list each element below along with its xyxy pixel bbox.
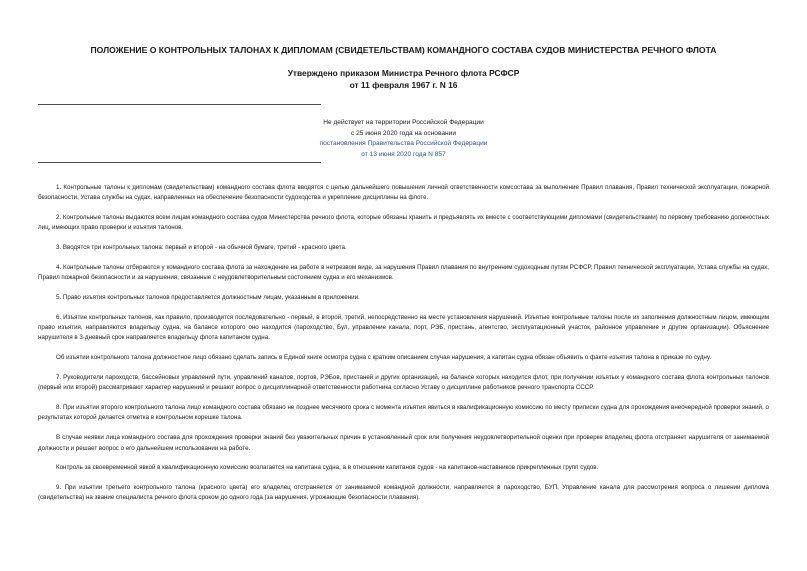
paragraph-6-note: Об изъятии контрольного талона должностное лицо обязано сделать запись в Единой книге осмотра судна с кратким описанием случая нарушения, а капитан судна обязан объявить о факте изъятия талона в приказе по судну. (56, 354, 712, 362)
approval-line-1: Утверждено приказом Министра Речного флота РСФСР (287, 68, 520, 78)
paragraph-3: 3. Вводятся три контрольных талона: первый и второй - на обычной бумаге, третий - красного цвета. (56, 244, 347, 252)
paragraph-1: 1. Контрольные талоны к дипломам (свидетельствам) командного состава флота вводятся с целью дальнейшего повышения личной ответственности комсостава за выполнение Правил плавания, Правил технической эксплуатации, пожарной безопасности, Устава службы на судах, направленных на обеспечение безопасности судоходства и укрепление дисциплины на флоте. (38, 184, 769, 202)
paragraph-2: 2. Контрольные талоны выдаются всем лицам командного состава судов Министерства речного флота, которые обязаны хранить и предъявлять их вместе с соответствующими дипломами (свидетельствами) по первому требованию должностных лиц, имеющих право проверки и изъятия талонов. (38, 214, 769, 232)
status-notice (250, 118, 557, 160)
paragraph-8: 8. При изъятии второго контрольного талона лицо командного состава обязано не позднее месячного срока с момента изъятия явиться в квалификационную комиссию по месту приписки судна для прохождения внеочередной проверки знаний, о результатах которой делается отметка в контрольном корешке талона. (38, 404, 769, 422)
paragraph-6: 6. Изъятие контрольных талонов, как правило, производится последовательно - первый, в второй, третий, непосредственно на месте установления нарушений. Изъятые контрольные талоны после их заполнения должностным лицом, имеющим право изъятия, направляются владельцу судна, на балансе которого оно находится (пароходство, Бул, управление канала, порт, РЭБ, пристань, агентство, эксплуатационный участок, районное управление и другие организации). Объяснение нарушителя в 3-дневный срок направляется владельцу флота капитаном судна. (38, 313, 769, 342)
notice-line-1: Не действует на территории Российской Федерации (323, 119, 484, 126)
notice-link-line-1[interactable]: постановления Правительства Российской Федерации (319, 140, 488, 147)
divider-bottom (38, 162, 321, 163)
paragraph-9: 9. При изъятии третьего контрольного талона (красного цвета) его владелец отстраняется от занимаемой командной должности, направляется в пароходство, БУП, Управление канала для рассмотрения вопроса о лишении диплома (свидетельства) на звание специалиста речного флота сроком до одного года (за нарушения, угрожающие безопасности плавания). (38, 484, 769, 502)
divider-top (38, 104, 321, 105)
paragraph-5: 5. Право изъятия контрольных талонов предоставляется должностным лицам, указанным в приложении. (56, 294, 360, 302)
paragraph-8-note: В случае неявки лица командного состава для прохождения проверки знаний без уважительных причин в установленный срок или получения неудовлетворительной оценки при проверке владелец флота отстраняет нарушителя от занимаемой должности и решает вопрос о его дальнейшем использовании на работе. (38, 434, 769, 452)
notice-line-2: с 25 июня 2020 года на основании (350, 129, 457, 137)
paragraph-4: 4. Контрольные талоны отбираются у командного состава флота за нахождение на работе в нетрезвом виде, за нарушения Правил плавания по внутренним судоходным путям РСФСР, Правил технической эксплуатации, Устава службы на судах, Правил пожарной безопасности и за нарушения, связанные с неудовлетворительным состоянием судна и его механизмов. (38, 263, 769, 282)
paragraph-7: 7. Руководители пароходств, бассейновых управлений пути, управлений каналов, портов, РЭБов, пристаней и других организаций, на балансе которых находится флот, при получении изъятых у командного состава флота контрольных талонов (первый или второй) рассматривают характер нарушений и решают вопрос о дисциплинарной ответственности работника согласно Уставу о дисциплине работников речного транспорта СССР. (38, 374, 769, 392)
approval-line-2: от 11 февраля 1967 г. N 16 (349, 80, 458, 90)
approval-block (200, 67, 607, 91)
notice-link-line-2[interactable]: от 13 июня 2020 года N 857 (361, 150, 446, 158)
paragraph-control: Контроль за своевременной явкой в квалификационную комиссию возлагается на капитана судна, а в отношении капитанов судов - на капитанов-наставников прикрепленных групп судов. (56, 464, 599, 472)
document-body (38, 183, 769, 513)
document-title: ПОЛОЖЕНИЕ О КОНТРОЛЬНЫХ ТАЛОНАХ К ДИПЛОМАМ (СВИДЕТЕЛЬСТВАМ) КОМАНДНОГО СОСТАВА СУДОВ МИНИСТЕРСТВА РЕЧНОГО ФЛОТА (90, 45, 717, 55)
